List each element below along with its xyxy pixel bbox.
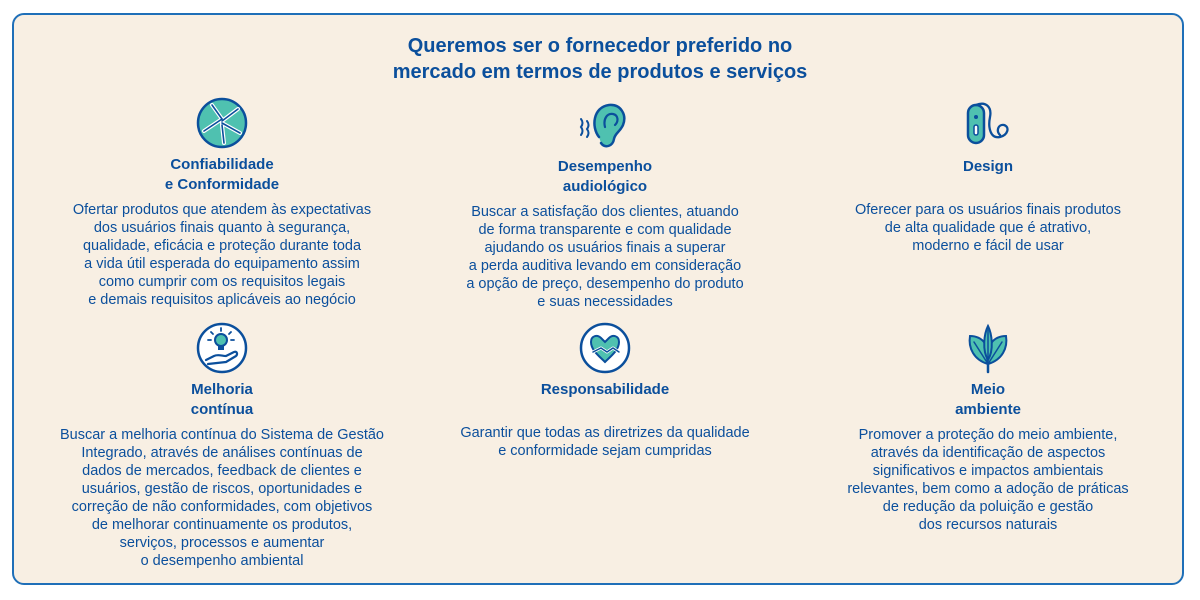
card-body-line: e conformidade sejam cumpridas bbox=[498, 443, 712, 459]
card-body-line: de alta qualidade que é atrativo, bbox=[884, 220, 1092, 236]
card-body-line: Garantir que todas as diretrizes da qualidade bbox=[460, 425, 750, 441]
card-body-line: e suas necessidades bbox=[537, 294, 673, 310]
card-title bbox=[415, 380, 795, 400]
card-title-line: Desempenho bbox=[557, 158, 653, 175]
lightbulb-hand-icon bbox=[194, 320, 250, 376]
card-body bbox=[32, 426, 412, 570]
card-body-line: qualidade, eficácia e proteção durante toda bbox=[82, 238, 362, 254]
card-body-line: Oferecer para os usuários finais produtos bbox=[855, 202, 1121, 218]
card-design bbox=[798, 97, 1178, 255]
card-title bbox=[32, 380, 412, 420]
card-body-line: relevantes, bem como a adoção de práticas bbox=[847, 481, 1129, 497]
card-title bbox=[32, 155, 412, 195]
card-title-line: audiológico bbox=[562, 178, 648, 195]
card-body bbox=[798, 201, 1178, 255]
card-body-line: ajudando os usuários finais a superar bbox=[484, 240, 726, 256]
card-body-line: de melhorar continuamente os produtos, bbox=[91, 517, 353, 533]
card-body bbox=[415, 203, 795, 311]
card-meio-ambiente bbox=[798, 320, 1178, 534]
card-title-line: Melhoria bbox=[191, 381, 253, 398]
leaves-icon bbox=[960, 320, 1016, 376]
card-body-line: dos usuários finais quanto à segurança, bbox=[93, 220, 351, 236]
card-title-line: e Conformidade bbox=[164, 176, 280, 193]
heading-line-2: mercado em termos de produtos e serviços bbox=[392, 61, 808, 83]
card-title-line: ambiente bbox=[955, 401, 1021, 418]
card-body-line: de redução da poluição e gestão bbox=[882, 499, 1094, 515]
card-body-line: usuários, gestão de riscos, oportunidades e bbox=[81, 481, 363, 497]
ear-icon bbox=[577, 97, 633, 153]
card-body-line: Buscar a melhoria contínua do Sistema de Gestão bbox=[59, 427, 384, 443]
card-body bbox=[415, 424, 795, 460]
card-body-line: Buscar a satisfação dos clientes, atuando bbox=[471, 204, 739, 220]
card-title bbox=[415, 157, 795, 197]
heading-line-1: Queremos ser o fornecedor preferido no bbox=[407, 35, 793, 57]
card-desempenho bbox=[415, 97, 795, 311]
card-responsabilidade bbox=[415, 320, 795, 460]
hands-together-icon bbox=[194, 95, 250, 151]
card-body-line: serviços, processos e aumentar bbox=[119, 535, 325, 551]
card-body-line: Ofertar produtos que atendem às expectativas bbox=[72, 202, 372, 218]
card-body-line: Integrado, através de análises contínuas de bbox=[81, 445, 363, 461]
card-body-line: e demais requisitos aplicáveis ao negócio bbox=[88, 292, 356, 308]
page-heading bbox=[14, 33, 1186, 85]
card-title-line: Meio bbox=[970, 381, 1006, 398]
card-body-line: moderno e fácil de usar bbox=[912, 238, 1064, 254]
card-body-line: dados de mercados, feedback de clientes e bbox=[82, 463, 362, 479]
card-confiabilidade bbox=[32, 95, 412, 309]
card-body-line: como cumprir com os requisitos legais bbox=[98, 274, 346, 290]
card-body bbox=[32, 201, 412, 309]
card-body-line: o desempenho ambiental bbox=[140, 553, 304, 569]
card-body bbox=[798, 426, 1178, 534]
card-body-line: de forma transparente e com qualidade bbox=[478, 222, 732, 238]
card-body-line: a opção de preço, desempenho do produto bbox=[466, 276, 744, 292]
card-title bbox=[798, 380, 1178, 420]
card-body-line: significativos e impactos ambientais bbox=[872, 463, 1104, 479]
card-body-line: dos recursos naturais bbox=[918, 517, 1058, 533]
card-title-line: Design bbox=[962, 158, 1013, 175]
card-title-line: Responsabilidade bbox=[540, 381, 670, 398]
card-body-line: a perda auditiva levando em consideração bbox=[468, 258, 742, 274]
card-body-line: através da identificação de aspectos bbox=[870, 445, 1106, 461]
card-body-line: Promover a proteção do meio ambiente, bbox=[858, 427, 1118, 443]
card-title bbox=[798, 157, 1178, 177]
card-title-line: Confiabilidade bbox=[170, 156, 274, 173]
card-title-line: contínua bbox=[190, 401, 254, 418]
card-body-line: correção de não conformidades, com objetivos bbox=[71, 499, 373, 515]
card-body-line: a vida útil esperada do equipamento assim bbox=[84, 256, 360, 272]
hearing-aid-icon bbox=[960, 97, 1016, 153]
handshake-icon bbox=[577, 320, 633, 376]
card-melhoria bbox=[32, 320, 412, 570]
values-panel bbox=[12, 13, 1184, 585]
